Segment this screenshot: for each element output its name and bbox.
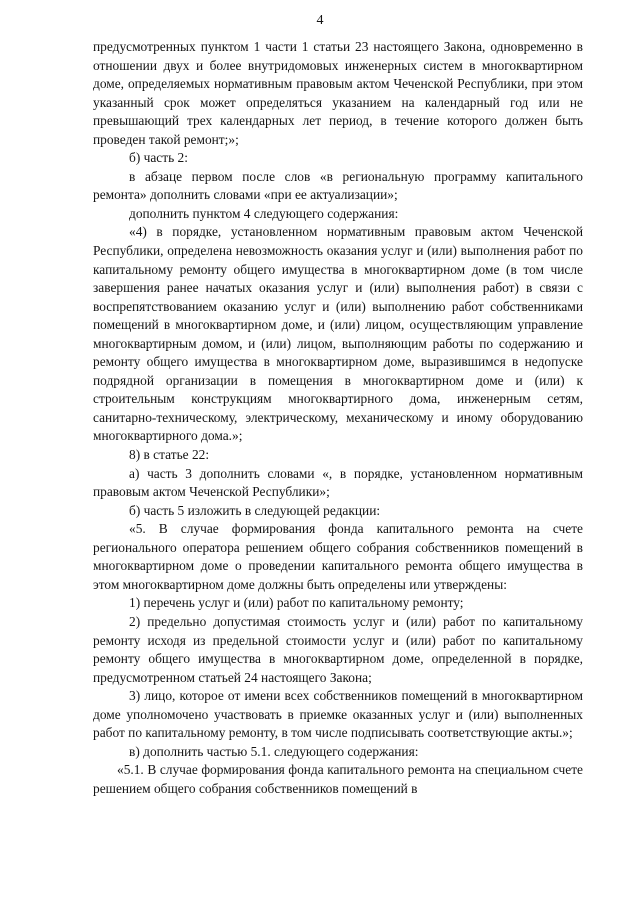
paragraph-5: «4) в порядке, установленном нормативным правовым актом Чеченской Республики, определена невозможность оказания услуг и (или) выполнения работ по капитальному ремонту общего имущества в многоквартирном доме (в том числе завершения ранее начатых оказания услуг и (или) выполнения работ) в связи с воспрепятствованием оказанию услуг и (или) выполнению работ собственниками помещений в многоквартирном доме, и (или) лицом, осуществляющим управление многоквартирным домом, и (или) лицом, выполняющим работы по содержанию и ремонту общего имущества в многоквартирном доме, выразившимся в недопуске подрядной организации в помещения в многоквартирном доме и (или) к строительным конструкциям многоквартирного дома, инженерным сетям, санитарно-техническому, электрическому, механическому и иному оборудованию многоквартирного дома.»; [93, 224, 583, 444]
paragraph-12: 3) лицо, которое от имени всех собственников помещений в многоквартирном доме уполномочено участвовать в приемке оказанных услуг и (или) выполненных работ по капитальному ремонту, в том числе подписывать соответствующие акты.»; [93, 688, 583, 741]
page-number: 4 [316, 13, 324, 28]
paragraph-2: б) часть 2: [129, 150, 188, 166]
paragraph-7: а) часть 3 дополнить словами «, в порядке, установленном нормативным правовым актом Чеченской Республики»; [93, 465, 583, 500]
paragraph-14: «5.1. В случае формирования фонда капитального ремонта на специальном счете решением общего собрания собственников помещений в [93, 762, 583, 796]
paragraph-10: 1) перечень услуг и (или) работ по капитальному ремонту; [129, 595, 464, 611]
paragraph-4: дополнить пунктом 4 следующего содержания: [129, 205, 399, 221]
document-body [93, 38, 583, 798]
paragraph-3: в абзаце первом после слов «в региональную программу капитального ремонта» дополнить словами «при ее актуализации»; [93, 168, 583, 203]
paragraph-11: 2) предельно допустимая стоимость услуг и (или) работ по капитальному ремонту исходя из предельной стоимости услуг и (или) работ по капитальному ремонту общего имущества в многоквартирном доме, определенной в порядке, предусмотренном статьей 24 настоящего Закона; [93, 613, 583, 685]
paragraph-1: предусмотренных пунктом 1 части 1 статьи 23 настоящего Закона, одновременно в отношении двух и более внутридомовых инженерных систем в многоквартирном доме, определяемых нормативным правовым актом Чеченской Республики, при этом указанный срок может определяться указанием на календарный год или не превышающий трех календарных лет период, в течение которого должен быть проведен такой ремонт;»; [93, 39, 583, 147]
paragraph-6: 8) в статье 22: [129, 447, 210, 463]
paragraph-13: в) дополнить частью 5.1. следующего содержания: [129, 743, 419, 759]
paragraph-9: «5. В случае формирования фонда капитального ремонта на счете регионального оператора решением общего собрания собственников помещений в многоквартирном доме о проведении капитального ремонта общего имущества в этом многоквартирном доме должны быть определены или утверждены: [93, 521, 583, 592]
paragraph-8: б) часть 5 изложить в следующей редакции: [129, 502, 381, 518]
